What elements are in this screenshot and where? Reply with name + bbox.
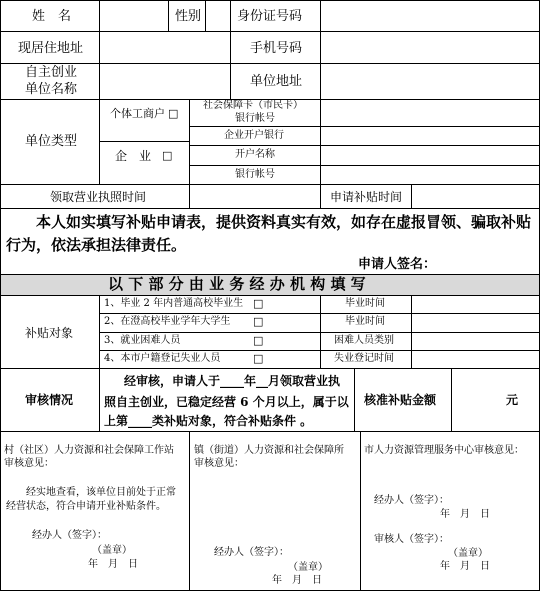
subsidy-field-1-label: 毕业时间 <box>345 298 385 309</box>
ss-card-label-line2: 银行帐号 <box>235 113 275 124</box>
name-label: 姓 名 <box>32 9 72 24</box>
gender-input[interactable] <box>205 0 231 32</box>
type-individual-cell <box>99 99 190 142</box>
type-enterprise-checkbox[interactable]: □ <box>162 149 173 162</box>
review-label: 审核情况 <box>25 393 74 407</box>
subsidy-field-2-input[interactable] <box>411 313 540 333</box>
bank-account-label: 银行帐号 <box>235 169 275 180</box>
type-individual-checkbox[interactable]: □ <box>168 107 179 120</box>
id-label: 身份证号码 <box>237 9 303 24</box>
village-approval-title-1: 村（社区）人力资源和社会保障工作站 <box>4 445 174 456</box>
review-text-line3: 上第____类补贴对象，符合补贴条件 。 <box>104 414 313 428</box>
town-seal: （盖章） <box>288 562 328 573</box>
city-approval-title: 市人力资源管理服务中心审核意见： <box>364 445 524 456</box>
apply-time-input[interactable] <box>411 184 540 209</box>
subsidy-field-4-input[interactable] <box>411 350 540 369</box>
village-approval-text-2: 经营状态，符合申请开业补贴条件。 <box>6 501 166 512</box>
declaration-line2: 行为，依法承担法律责任。 <box>6 236 187 254</box>
signature-area[interactable] <box>440 254 536 274</box>
village-seal: （盖章） <box>92 545 132 556</box>
subsidy-label: 补贴对象 <box>25 326 74 340</box>
declaration-line1: 本人如实填写补贴申请表，提供资料真实有效，如存在虚报冒领、骗取补贴 <box>36 213 532 231</box>
type-individual-label: 个体工商户 <box>110 107 165 120</box>
bank-label: 企业开户银行 <box>224 130 284 141</box>
license-time-input[interactable] <box>189 184 321 209</box>
town-date: 年 月 日 <box>272 575 322 586</box>
subsidy-item-3-checkbox[interactable]: □ <box>253 334 264 347</box>
city-date: 年 月 日 <box>440 561 490 572</box>
review-text-line2: 照自主创业，已稳定经营 6 个月以上，属于以 <box>104 395 349 409</box>
type-enterprise-cell <box>99 141 190 185</box>
amount-label: 核准补贴金额 <box>364 393 437 407</box>
subsidy-field-1-input[interactable] <box>411 295 540 314</box>
unit-type-label: 单位类型 <box>25 134 78 149</box>
ss-card-label-line1: 社会保障卡（市民卡） <box>203 100 303 111</box>
town-approval-title-2: 审核意见： <box>194 458 244 469</box>
subsidy-item-4-checkbox[interactable]: □ <box>253 352 264 365</box>
subsidy-field-3-input[interactable] <box>411 332 540 351</box>
ss-card-input[interactable] <box>320 99 540 127</box>
village-approval-title-2: 审核意见： <box>4 458 54 469</box>
subsidy-field-2-label: 毕业时间 <box>345 316 385 327</box>
id-input[interactable] <box>320 0 540 32</box>
account-name-label: 开户名称 <box>235 149 275 160</box>
village-approval-text-1: 经实地查看，该单位目前处于正常 <box>26 487 176 498</box>
unit-name-input[interactable] <box>99 63 231 100</box>
amount-unit: 元 <box>506 393 519 407</box>
town-handler: 经办人（签字）： <box>214 547 289 558</box>
subsidy-field-4-label: 失业登记时间 <box>334 353 394 364</box>
city-handler: 经办人（签字）： <box>374 495 449 506</box>
subsidy-item-1-checkbox[interactable]: □ <box>253 297 264 310</box>
apply-time-label: 申请补贴时间 <box>330 190 403 204</box>
subsidy-item-1-text: 1、毕业 2 年内普通高校毕业生 <box>104 298 244 309</box>
phone-label: 手机号码 <box>250 41 303 56</box>
city-handler-date: 年 月 日 <box>440 509 490 520</box>
phone-input[interactable] <box>320 31 540 64</box>
account-name-input[interactable] <box>320 145 540 166</box>
subsidy-item-2-checkbox[interactable]: □ <box>253 315 264 328</box>
name-input[interactable] <box>99 0 169 32</box>
village-date: 年 月 日 <box>88 559 138 570</box>
address-input[interactable] <box>99 31 231 64</box>
bank-input[interactable] <box>320 126 540 146</box>
review-text-line1: 经审核，申请人于____年__月领取营业执 <box>124 374 341 388</box>
subsidy-field-3-label: 困难人员类别 <box>334 335 394 346</box>
license-time-label: 领取营业执照时间 <box>50 190 147 204</box>
gender-label: 性别 <box>175 9 202 24</box>
village-handler: 经办人（签字）： <box>32 530 107 541</box>
unit-address-label: 单位地址 <box>250 74 303 89</box>
unit-name-label-line1: 自主创业 <box>25 65 78 80</box>
subsidy-item-4-text: 4、本市户籍登记失业人员 <box>104 353 221 364</box>
city-seal: （盖章） <box>448 548 488 559</box>
signature-label: 申请人签名： <box>358 257 437 272</box>
unit-address-input[interactable] <box>320 63 540 100</box>
subsidy-item-3-text: 3、就业困难人员 <box>104 335 181 346</box>
city-reviewer: 审核人（签字）： <box>374 534 449 545</box>
unit-name-label-line2: 单位名称 <box>25 82 78 97</box>
amount-input[interactable] <box>451 368 540 432</box>
subsidy-item-2-text: 2、在澄高校毕业学年大学生 <box>104 316 231 327</box>
address-label: 现居住地址 <box>18 41 84 56</box>
section-header: 以 下 部 分 由 业 务 经 办 机 构 填 写 <box>108 275 366 293</box>
bank-account-input[interactable] <box>320 165 540 185</box>
town-approval-title-1: 镇（街道）人力资源和社会保障所 <box>194 445 344 456</box>
type-enterprise-label: 企 业 <box>115 149 152 163</box>
